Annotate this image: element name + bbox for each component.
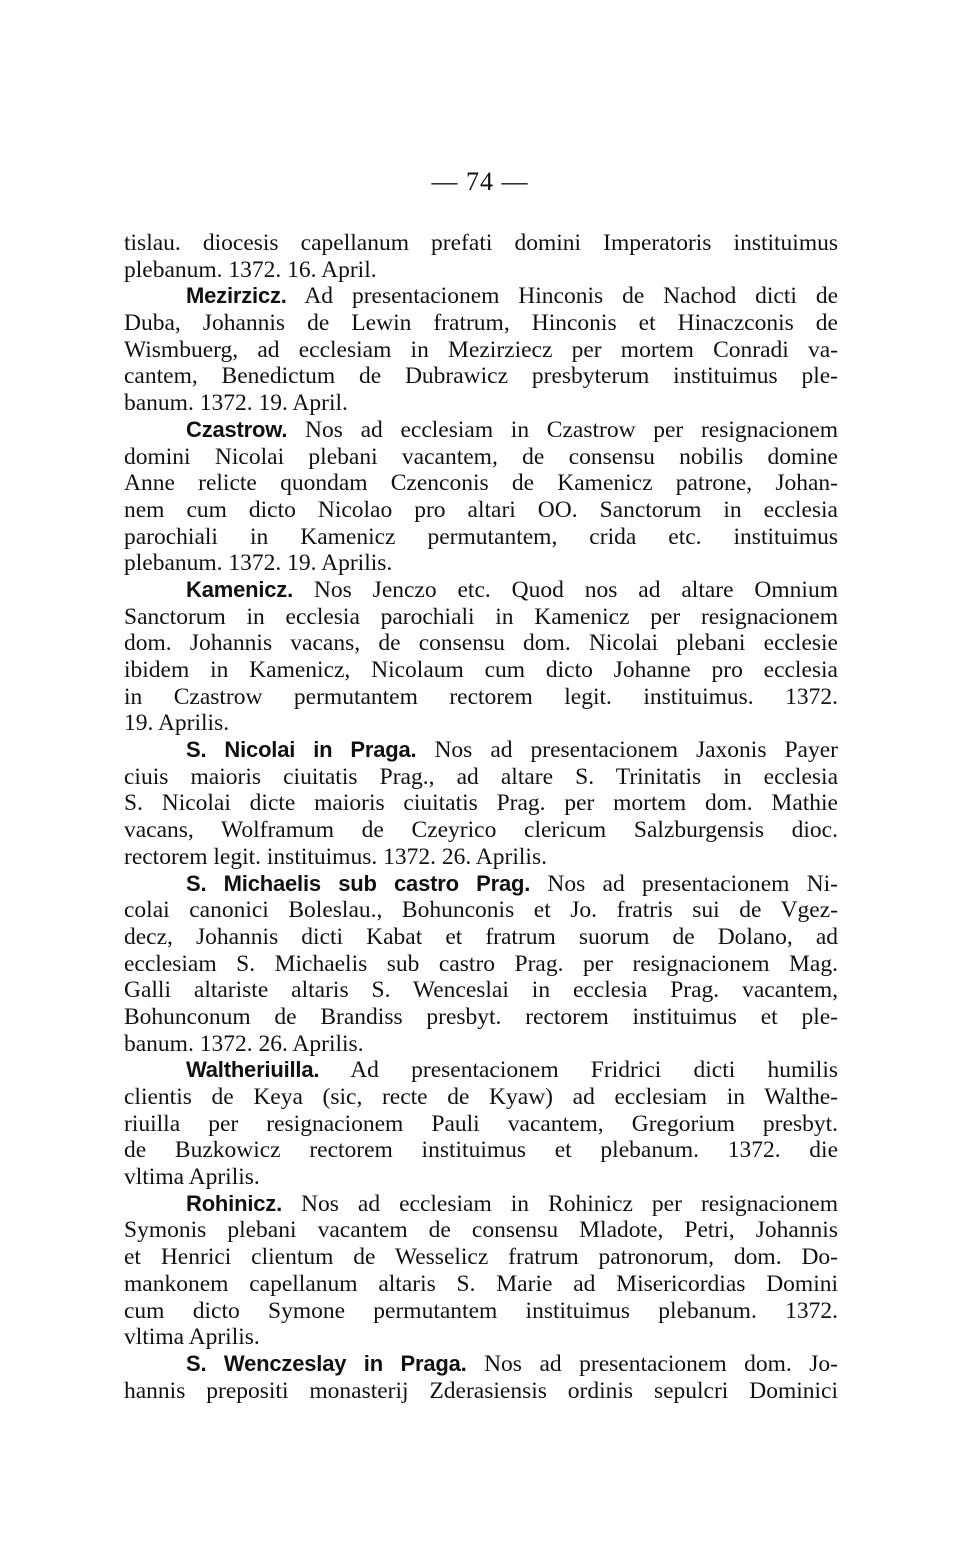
line-text: hannis prepositi monasterij Zderasiensis ordinis sepulcri Dominici [124,1377,838,1404]
text-line [124,550,838,577]
line-text: 19. Aprilis. [124,710,230,737]
text-line [124,470,838,497]
entry-heading: Waltheriuilla. [186,1057,320,1083]
text-line [124,1084,838,1111]
text-line [124,310,838,337]
text-line [124,1298,838,1325]
text-line [124,951,838,978]
entry-heading: Mezirzicz. [186,283,287,309]
text-line [124,390,838,417]
text-line [124,1324,838,1351]
entry-heading: Czastrow. [186,416,288,442]
line-text: rectorem legit. instituimus. 1372. 26. Aprilis. [124,843,547,870]
text-line [124,844,838,871]
line-text: Ad presentacionem Fridrici dicti humilis [319,1057,838,1084]
text-line [124,444,838,471]
text-line [124,1244,838,1271]
line-text: cantem, Benedictum de Dubrawicz presbyterum instituimus ple- [124,363,838,390]
text-line [124,1137,838,1164]
text-line [124,337,838,364]
entry-heading: Rohinicz. [186,1190,282,1216]
text-line [124,817,838,844]
line-text: domini Nicolai plebani vacantem, de consensu nobilis domine [124,443,838,470]
line-text: nem cum dicto Nicolao pro altari OO. Sanctorum in ecclesia [124,496,838,523]
line-text: vltima Aprilis. [124,1164,260,1191]
line-text: mankonem capellanum altaris S. Marie ad Misericordias Domini [124,1270,838,1297]
entry-heading: S. Michaelis sub castro Prag. [186,870,531,896]
entry-first-line [124,1191,838,1218]
line-text: dom. Johannis vacans, de consensu dom. Nicolai plebani ecclesie [124,630,838,657]
text-line [124,897,838,924]
text-line [124,1378,838,1405]
line-text: in Czastrow permutantem rectorem legit. instituimus. 1372. [124,683,838,710]
line-text: S. Nicolai dicte maioris ciuitatis Prag. per mortem dom. Mathie [124,790,838,817]
line-text: Wismbuerg, ad ecclesiam in Mezirziecz per mortem Conradi va- [124,336,838,363]
line-text: banum. 1372. 19. April. [124,390,348,417]
text-line [124,764,838,791]
line-text: vltima Aprilis. [124,1324,260,1351]
document-body [124,230,838,1404]
text-line [124,710,838,737]
line-text: banum. 1372. 26. Aprilis. [124,1030,364,1057]
text-line [124,657,838,684]
line-text: vacans, Wolframum de Czeyrico clericum Salzburgensis dioc. [124,817,838,844]
line-text: de Buzkowicz rectorem instituimus et plebanum. 1372. die [124,1137,838,1164]
line-text: tislau. diocesis capellanum prefati domini Imperatoris instituimus [124,230,838,256]
text-line [124,1217,838,1244]
text-line [124,924,838,951]
line-text: ecclesiam S. Michaelis sub castro Prag. per resignacionem Mag. [124,950,838,977]
line-text: riuilla per resignacionem Pauli vacantem, Gregorium presbyt. [124,1110,838,1137]
entry-heading: S. Wenczeslay in Praga. [186,1350,467,1376]
line-text: Anne relicte quondam Czenconis de Kamenicz patrone, Johan- [124,470,838,497]
entry-heading: Kamenicz. [186,576,294,602]
line-text: colai canonici Boleslau., Bohunconis et Jo. fratris sui de Vgez- [124,897,838,924]
entry-first-line [124,1057,838,1084]
text-line [124,230,838,257]
line-text: Nos Jenczo etc. Quod nos ad altare Omnium [293,576,838,603]
line-text: Symonis plebani vacantem de consensu Mladote, Petri, Johannis [124,1217,838,1244]
entry-first-line [124,283,838,310]
line-text: Bohunconum de Brandiss presbyt. rectorem instituimus et ple- [124,1003,838,1030]
text-line [124,1031,838,1058]
text-line [124,363,838,390]
line-text: Galli altariste altaris S. Wenceslai in ecclesia Prag. vacantem, [124,977,838,1004]
line-text: Sanctorum in ecclesia parochiali in Kamenicz per resignacionem [124,603,838,630]
line-text: Nos ad presentacionem Jaxonis Payer [416,737,838,764]
text-line [124,684,838,711]
text-line [124,977,838,1004]
line-text: parochiali in Kamenicz permutantem, crida etc. instituimus [124,523,838,550]
text-line [124,790,838,817]
line-text: Nos ad ecclesiam in Czastrow per resignacionem [287,416,838,443]
page-number: — 74 — [431,167,529,196]
text-line [124,257,838,284]
entry-first-line [124,871,838,898]
line-text: Ad presentacionem Hinconis de Nachod dicti de [286,283,838,310]
entry-first-line [124,1351,838,1378]
line-text: Nos ad ecclesiam in Rohinicz per resignacionem [281,1190,838,1217]
text-line [124,1111,838,1138]
line-text: et Henrici clientum de Wesselicz fratrum patronorum, dom. Do- [124,1244,838,1271]
line-text: Nos ad presentacionem Ni- [530,870,838,897]
entry-first-line [124,577,838,604]
text-line [124,630,838,657]
entry-first-line [124,737,838,764]
text-line [124,524,838,551]
text-line [124,1271,838,1298]
line-text: plebanum. 1372. 16. April. [124,256,377,283]
line-text: Duba, Johannis de Lewin fratrum, Hinconis et Hinaczconis de [124,310,838,337]
line-text: cum dicto Symone permutantem instituimus plebanum. 1372. [124,1297,838,1324]
text-line [124,604,838,631]
line-text: Nos ad presentacionem dom. Jo- [466,1350,838,1377]
text-line [124,1164,838,1191]
line-text: ciuis maioris ciuitatis Prag., ad altare S. Trinitatis in ecclesia [124,763,838,790]
text-line [124,1004,838,1031]
line-text: ibidem in Kamenicz, Nicolaum cum dicto Johanne pro ecclesia [124,657,838,683]
entry-heading: S. Nicolai in Praga. [186,737,417,763]
entry-first-line [124,417,838,444]
line-text: plebanum. 1372. 19. Aprilis. [124,550,393,577]
text-line [124,497,838,524]
line-text: decz, Johannis dicti Kabat et fratrum suorum de Dolano, ad [124,923,838,950]
line-text: clientis de Keya (sic, recte de Kyaw) ad ecclesiam in Walthe- [124,1084,838,1110]
